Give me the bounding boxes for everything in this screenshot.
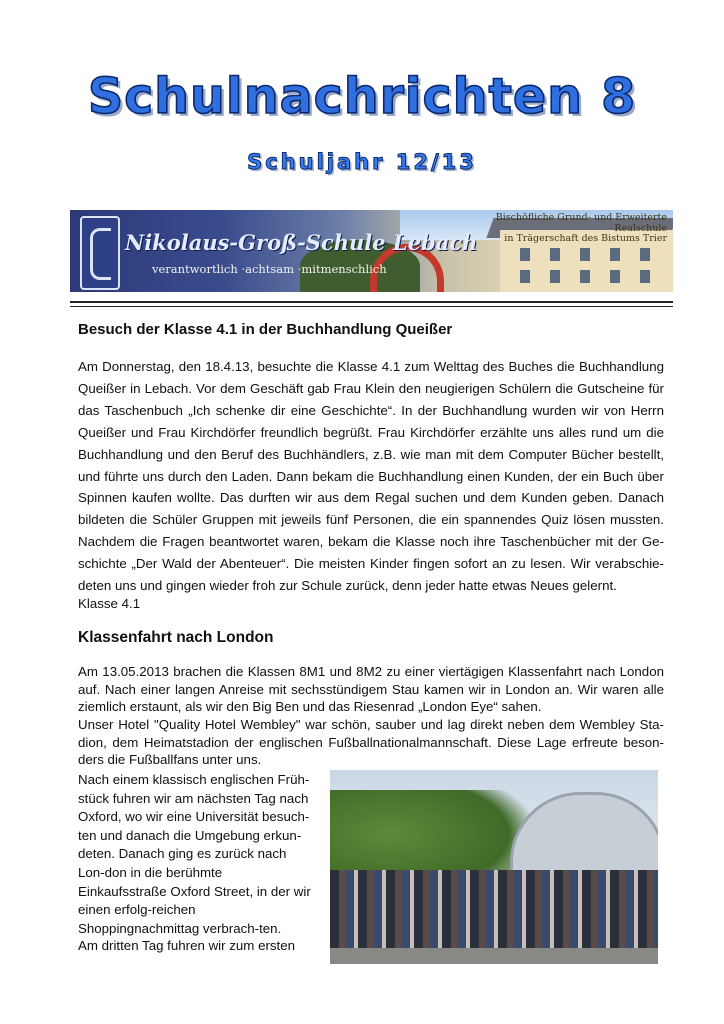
banner-window bbox=[580, 270, 590, 283]
header-divider-thin bbox=[70, 306, 673, 307]
header-divider bbox=[70, 301, 673, 303]
banner-window bbox=[520, 270, 530, 283]
article1-body: Am Donnerstag, den 18.4.13, besuchte die Klasse 4.1 zum Welttag des Buches die Buchhandlung Queißer in Lebach. Vor dem Geschäft gab Frau Klein den neugierigen Schülern die Gutscheine für das Taschenbuch „Ich schenke dir eine Geschichte“. In der Buchhandlung wurden wir von Herrn Queißer und Frau Kirchdörfer freundlich begrüßt. Frau Kirchdörfer erzählte uns alles rund um die Buchhandlung und den Beruf des Buchhändlers, z.B. wie man mit dem Computer Bücher bestellt, und führte uns durch den Laden. Dann bekam die Buchhandlung einen Kunden, der ein Buch über Spinnen kaufen wollte. Das durften wir aus dem Regal suchen und dem Kunden geben. Danach bildeten die Schüler Gruppen mit jeweils fünf Personen, die ein spannendes Quiz lösen mussten. Nachdem die Fragen beantwortet waren, bekam die Klasse noch ihre Taschenbücher mit der Ge-schichte „Der Wald der Abenteuer“. Die meisten Kinder fingen sofort an zu lesen. Wir verabschie-deten uns und gingen wieder froh zur Schule zurück, denn jeder hatte etwas Neues gelernt. bbox=[78, 359, 664, 594]
article2-heading: Klassenfahrt nach London bbox=[78, 629, 274, 646]
banner-window bbox=[610, 270, 620, 283]
banner-school-type-line2: in Trägerschaft des Bistums Trier bbox=[504, 233, 667, 244]
banner-window bbox=[610, 248, 620, 261]
banner-window bbox=[520, 248, 530, 261]
photo-ground bbox=[330, 948, 658, 964]
banner-school-type bbox=[467, 213, 667, 245]
banner-school-type-line1: Bischöfliche Grund- und Erweiterte Realschule bbox=[495, 212, 667, 234]
banner-window bbox=[640, 270, 650, 283]
article2-intro: Am 13.05.2013 brachen die Klassen 8M1 und 8M2 zu einer viertägigen Klassenfahrt nach London auf. Nach einer langen Anreise mit sechsstündigem Stau kamen wir in London an. Wir waren alle ziemlich erstaunt, als wir den Big Ben und das Riesenrad „London Eye“ sahen. bbox=[78, 664, 664, 715]
article1-author: Klasse 4.1 bbox=[78, 596, 141, 611]
banner-school-name: Nikolaus-Groß-Schule Lebach bbox=[125, 230, 478, 255]
page-subtitle: Schuljahr 12/13 bbox=[247, 150, 477, 174]
photo-wembley-stadium bbox=[510, 792, 658, 880]
banner-window bbox=[550, 248, 560, 261]
class-group-photo bbox=[330, 770, 658, 964]
article2-continued: Am dritten Tag fuhren wir zum ersten bbox=[78, 938, 296, 953]
banner-window bbox=[550, 270, 560, 283]
page-title: Schulnachrichten 8 bbox=[87, 68, 637, 125]
school-logo-icon bbox=[80, 216, 120, 290]
article2-hotel: Unser Hotel "Quality Hotel Wembley" war schön, sauber und lag direkt neben dem Wembley Sta-dion, dem Heimatstadion der englischen Fußballnationalmannschaft. Diese Lage erfreute beson-ders die Fußballfans unter uns. bbox=[78, 717, 664, 768]
school-banner bbox=[70, 210, 673, 292]
banner-window bbox=[640, 248, 650, 261]
banner-motto: verantwortlich ·achtsam ·mitmenschlich bbox=[152, 262, 387, 276]
banner-window bbox=[580, 248, 590, 261]
article2-oxford: Nach einem klassisch englischen Früh-stück fuhren wir am nächsten Tag nach Oxford, wo wir eine Universität besuch-ten und danach die Umgebung erkun-deten. Danach ging es zurück nach Lon-don in die berühmte Einkaufsstraße Oxford Street, in der wir einen erfolg-reichen Shoppingnachmittag verbrach-ten. bbox=[78, 772, 311, 936]
article1-heading: Besuch der Klasse 4.1 in der Buchhandlung Queißer bbox=[78, 321, 453, 338]
photo-students-group bbox=[330, 870, 658, 950]
